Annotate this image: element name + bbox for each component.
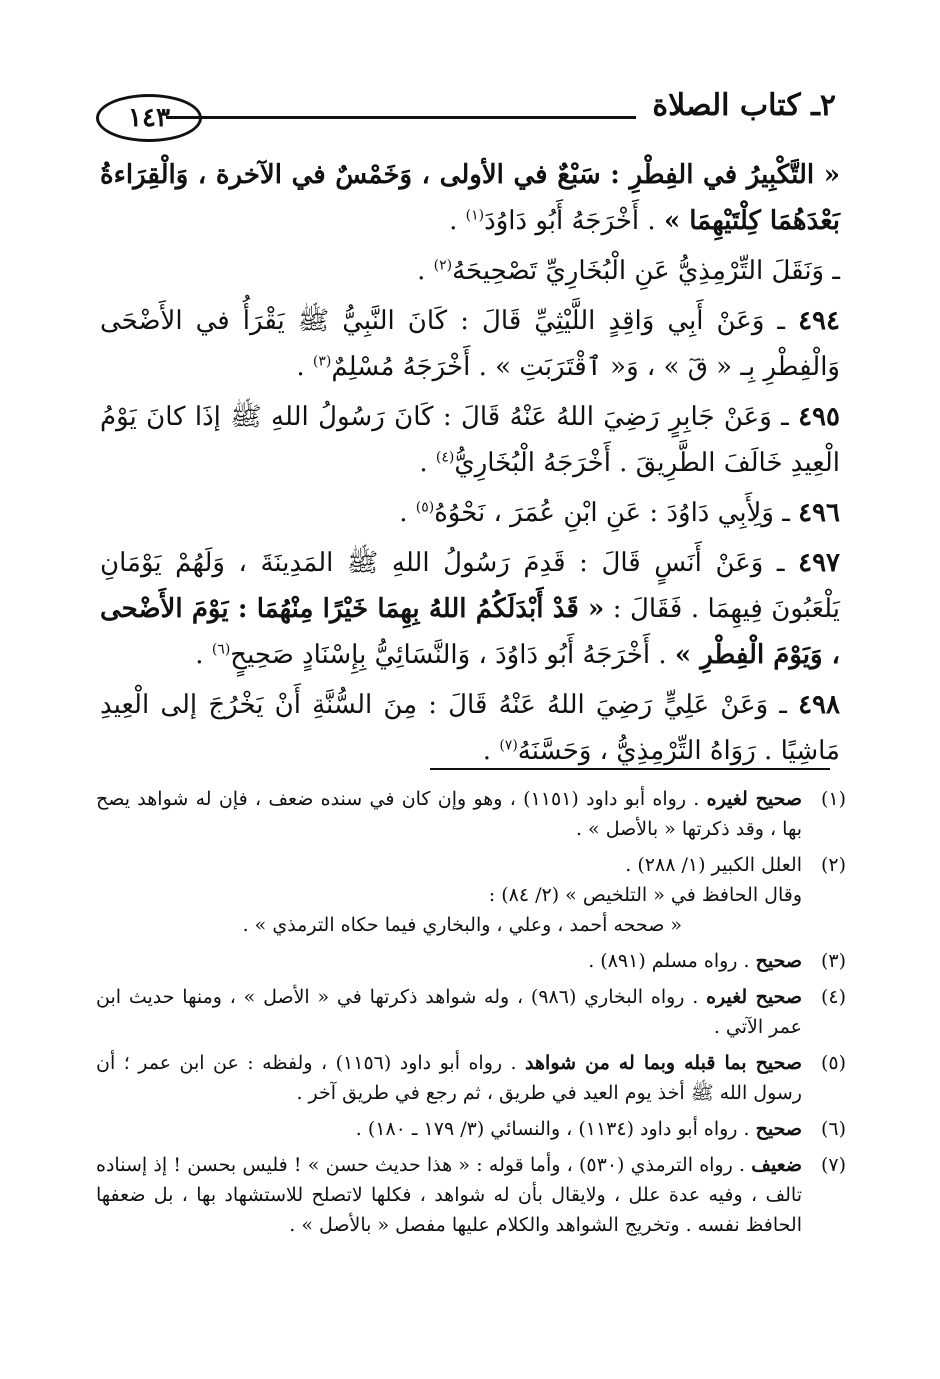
- page-header: [88, 84, 836, 146]
- footnotes: [96, 784, 846, 1246]
- footnote-text: . رواه مسلم (٨٩١) .: [588, 950, 756, 972]
- grade: صحيح بما قبله وبما له من شواهد: [525, 1052, 802, 1074]
- grade: ضعيف: [751, 1154, 802, 1176]
- hadith-495: [100, 394, 840, 486]
- footnote-body: [96, 1150, 802, 1240]
- footnote-marker: (١): [820, 788, 846, 810]
- hadith-number: ٤٩٧: [798, 548, 841, 578]
- footnote-ref: (١): [465, 207, 485, 224]
- footnote-2: [96, 850, 846, 940]
- hadith-494: [100, 298, 840, 390]
- footnote-line: العلل الكبير (١/ ٢٨٨) .: [625, 854, 802, 876]
- hadith-496: [100, 490, 840, 536]
- hadith-number: ٤٩٦: [798, 498, 840, 528]
- footnote-ref: (٦): [211, 641, 231, 658]
- footnote-marker: (٦): [820, 1118, 846, 1140]
- footnote-body: [96, 946, 802, 976]
- hadith-text: ـ وَلِأَبِي دَاوُدَ : عَنِ ابْنِ عُمَرَ ، نَحْوُهُ: [434, 498, 799, 528]
- hadith-quote: « قَدْ أَبْدَلَكُمُ اللهُ بِهِمَا خَيْرًا مِنْهُمَا : يَوْمَ الأَضْحى ، وَيَوْمَ الْفِطْرِ »: [100, 594, 840, 670]
- paragraph-end: .: [419, 448, 436, 478]
- footnote-body: [96, 784, 802, 844]
- paragraph-end: .: [195, 640, 212, 670]
- footnote-1: [96, 784, 846, 844]
- footnote-text: . رواه أبو داود (١١٥١) ، وهو وإن كان في سنده ضعف ، فإن له شواهد يصح بها ، وقد ذكرتها « بالأصل » .: [96, 788, 802, 840]
- hadith-498: [100, 682, 840, 774]
- footnote-ref: (٧): [499, 737, 518, 754]
- hadith-text: ـ وَعَنْ عَلِيٍّ رَضِيَ اللهُ عَنْهُ قَالَ : مِنَ السُّنَّةِ أَنْ يَخْرُجَ إلى الْعِيدِ مَاشِيًا . رَوَاهُ التِّرْمِذِيُّ ، وَحَسَّنَهُ: [100, 690, 840, 766]
- paragraph-end: .: [399, 498, 416, 528]
- footnote-body: [96, 850, 802, 940]
- footnote-rule: [430, 768, 830, 770]
- paragraph-text: ـ وَنَقَلَ التِّرْمِذِيُّ عَنِ الْبُخَارِيِّ تَصْحِيحَهُ: [452, 256, 840, 286]
- footnote-4: [96, 982, 846, 1042]
- running-title: ٢ـ كتاب الصلاة: [652, 88, 836, 123]
- footnote-7: [96, 1150, 846, 1240]
- grade: صحيح: [755, 950, 802, 972]
- hadith-497: [100, 540, 840, 678]
- grade: صحيح: [755, 1118, 802, 1140]
- paragraph-takbir: [100, 152, 840, 244]
- hadith-number: ٤٩٨: [798, 690, 840, 720]
- grade: صحيح لغيره: [706, 986, 802, 1008]
- footnote-line: « صححه أحمد ، وعلي ، والبخاري فيما حكاه الترمذي » .: [242, 914, 682, 936]
- footnote-ref: (٥): [415, 499, 435, 516]
- hadith-number: ٤٩٥: [798, 402, 840, 432]
- paragraph-end: .: [449, 206, 466, 236]
- paragraph-end: .: [296, 352, 313, 382]
- footnote-text: . رواه البخاري (٩٨٦) ، وله شواهد ذكرتها في « الأصل » ، ومنها حديث ابن عمر الآتي .: [96, 986, 802, 1038]
- hadith-text: ـ وَعَنْ أَبِي وَاقِدٍ اللَّيْثِيِّ قَالَ : كَانَ النَّبِيُّ ﷺ يَقْرَأُ في الأَضْحَى وَالْفِطْرِ بِـ « قٓ » ، وَ« ٱقْتَرَبَتِ » . أَخْرَجَهُ مُسْلِمٌ: [100, 306, 840, 382]
- footnote-5: [96, 1048, 846, 1108]
- paragraph-text: . أَخْرَجَهُ أَبُو دَاوُدَ: [484, 206, 664, 236]
- header-rule: [166, 116, 636, 119]
- footnote-3: [96, 946, 846, 976]
- footnote-text: . رواه أبو داود (١١٥٦) ، ولفظه : عن ابن عمر ؛ أن رسول الله ﷺ أخذ يوم العيد في طريق ، ثم رجع في طريق آخر .: [96, 1052, 802, 1104]
- footnote-marker: (٤): [820, 986, 846, 1008]
- footnote-ref: (٢): [433, 257, 453, 274]
- paragraph-tirmidhi: [100, 248, 840, 294]
- footnote-6: [96, 1114, 846, 1144]
- hadith-number: ٤٩٤: [798, 306, 840, 336]
- footnote-body: [96, 1114, 802, 1144]
- hadith-text: ـ وَعَنْ أَنَسٍ قَالَ : قَدِمَ رَسُولُ اللهِ ﷺ المَدِينَةَ ، وَلَهُمْ يَوْمَانِ يَلْعَبُونَ فِيهِمَا . فَقَالَ :: [100, 548, 840, 624]
- hadith-text: ـ وَعَنْ جَابِرٍ رَضِيَ اللهُ عَنْهُ قَالَ : كَانَ رَسُولُ اللهِ ﷺ إذَا كانَ يَوْمُ الْعِيدِ خَالَفَ الطَّرِيقَ . أَخْرَجَهُ الْبُخَارِيُّ: [100, 402, 840, 478]
- footnote-marker: (٣): [820, 950, 846, 972]
- main-text: [100, 152, 840, 778]
- footnote-line: وقال الحافظ في « التلخيص » (٢/ ٨٤) :: [488, 884, 802, 906]
- footnote-marker: (٥): [820, 1052, 846, 1074]
- paragraph-end: .: [417, 256, 434, 286]
- footnote-marker: (٧): [820, 1154, 846, 1176]
- footnote-body: [96, 982, 802, 1042]
- footnote-ref: (٣): [312, 353, 332, 370]
- footnote-marker: (٢): [820, 854, 846, 876]
- hadith-quote: « التَّكْبِيرُ في الفِطْرِ : سَبْعٌ في الأولى ، وَخَمْسٌ في الآخرة ، وَالْقِرَاءةُ بَعْدَهُمَا كِلْتَيْهِمَا »: [100, 160, 840, 236]
- paragraph-end: .: [482, 736, 500, 766]
- grade: صحيح لغيره: [706, 788, 802, 810]
- page-number: ١٤٣: [96, 94, 202, 142]
- hadith-text: . أَخْرَجَهُ أَبُو دَاوُدَ ، وَالنَّسَائِيُّ بِإِسْنَادٍ صَحِيحٍ: [230, 640, 675, 670]
- footnote-ref: (٤): [435, 449, 455, 466]
- footnote-body: [96, 1048, 802, 1108]
- footnote-text: . رواه أبو داود (١١٣٤) ، والنسائي (٣/ ١٧٩ ـ ١٨٠) .: [355, 1118, 756, 1140]
- footnote-text: . رواه الترمذي (٥٣٠) ، وأما قوله : « هذا حديث حسن » ! فليس بحسن ! إذ إسناده تالف ، وفيه عدة علل ، ولايقال بأن له شواهد ، فكلها لاتصلح للاستشهاد بها ، بل ضعفها الحافظ نفسه . وتخريج الشواهد والكلام عليها مفصل « بالأصل » .: [96, 1154, 802, 1236]
